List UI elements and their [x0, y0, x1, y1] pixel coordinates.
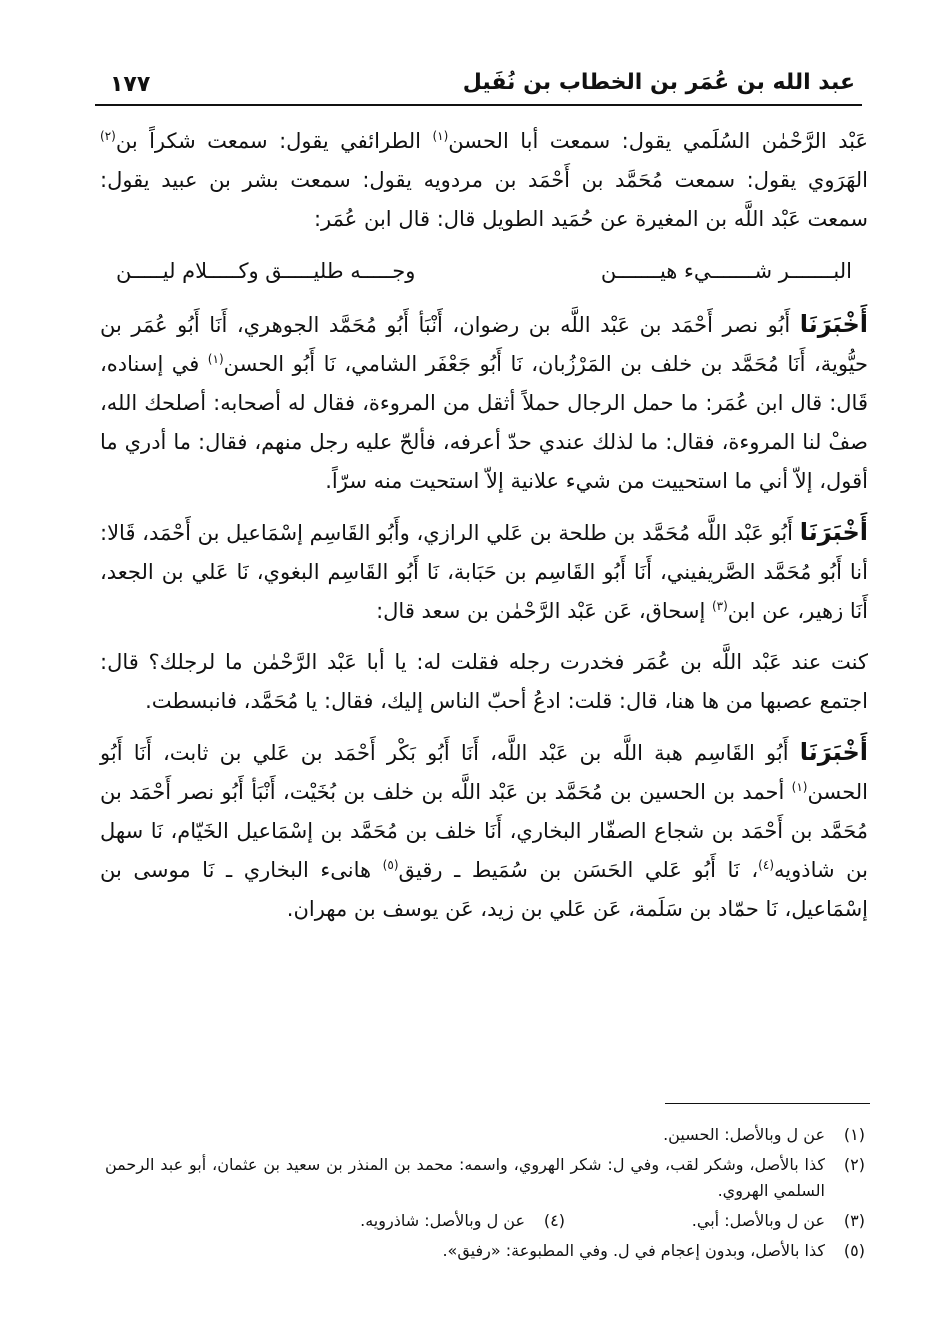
footnote-ref[interactable]: (١)	[791, 780, 808, 794]
footnote-number: (٣)	[843, 1211, 865, 1230]
paragraph-text: أَبُو نصر أَحْمَد بن عَبْد اللَّه بن رضوان، أَنْبَأ أَبُو مُحَمَّد الجوهري، أَنَا أَبُو عُمَر بن حيُّوية، أَنَا مُحَمَّد بن خلف بن المَرْزُبان، نَا أَبُو جَعْفَر الشامي، نَا أَبُو الحسن	[100, 313, 868, 376]
paragraph-text: في إسناده، قَال: قال ابن عُمَر: ما حمل الرجال حملاً أثقل من المروءة، فقال له أصحابه: أصلحك الله، صفْ لنا المروءة، فقال: ما لذلك عندي حدّ أعرفه، فألحّ عليه رجل منهم، فقال: ما أدري ما أقول، إلاّ أني ما استحييت من شيء علانية إلاّ استحيت منه سرّاً.	[100, 352, 868, 493]
footnote-3	[565, 1208, 865, 1234]
footnote-1	[105, 1122, 865, 1148]
footnote-2	[105, 1152, 865, 1204]
poetry-verse	[116, 251, 852, 291]
footnote-ref[interactable]: (١)	[207, 352, 224, 366]
paragraph-text: ، نَا أَبُو عَلي الحَسَن بن سُمَيط ـ رقيق	[398, 858, 759, 882]
main-text	[100, 122, 868, 941]
paragraph-3	[100, 513, 868, 631]
paragraph-2	[100, 305, 868, 501]
paragraph-text: الطرائفي يقول: سمعت شكراً بن	[115, 129, 433, 153]
paragraph-4	[100, 643, 868, 721]
footnotes	[105, 1122, 865, 1268]
verse-second-hemistich: وجـــــه طليـــــق وكـــــلام ليـــــن	[116, 259, 416, 283]
footnote-separator	[665, 1103, 870, 1104]
footnote-ref[interactable]: (٥)	[382, 858, 399, 872]
paragraph-1	[100, 122, 868, 239]
footnote-number: (٥)	[843, 1241, 865, 1260]
running-header	[110, 64, 855, 104]
footnote-number: (١)	[843, 1125, 865, 1144]
paragraph-5	[100, 733, 868, 929]
narration-head: أَخْبَرَنَا	[799, 310, 868, 338]
narration-head: أَخْبَرَنَا	[799, 518, 868, 546]
footnote-text: عن ل وبالأصل: شاذرويه.	[360, 1211, 525, 1230]
footnote-text: عن ل وبالأصل: أبي.	[691, 1211, 825, 1230]
header-rule	[95, 104, 862, 106]
paragraph-text: أَبُو عَبْد اللَّه مُحَمَّد بن طلحة بن عَلي الرازي، وأَبُو القَاسِم إسْمَاعيل بن أَحْمَد، قَالا: أنا أَبُو مُحَمَّد الصَّريفيني، أَنَا أَبُو القَاسِم بن حَبَابة، نَا أَبُو القَاسِم البغوي، نَا عَلي بن الجعد، أَنَا زهير، عن ابن	[100, 521, 868, 623]
footnote-ref[interactable]: (٢)	[100, 129, 116, 143]
page-number: ١٧٧	[110, 72, 151, 97]
footnote-text: كذا بالأصل، وبدون إعجام في ل. وفي المطبوعة: «رفيق».	[442, 1241, 825, 1260]
footnote-text: كذا بالأصل، وشكر لقب، وفي ل: شكر الهروي، واسمه: محمد بن المنذر بن سعيد بن عثمان، أبو عبد الرحمن السلمي الهروي.	[105, 1155, 825, 1200]
paragraph-text: هانىء البخاري ـ نَا موسى بن إسْمَاعيل، نَا حمّاد بن سَلَمة، عَن عَلي بن زيد، عَن يوسف بن مهران.	[100, 858, 868, 921]
footnote-ref[interactable]: (٤)	[758, 858, 774, 872]
footnote-ref[interactable]: (١)	[432, 129, 449, 143]
footnote-text: عن ل وبالأصل: الحسين.	[663, 1125, 825, 1144]
paragraph-text: الهَرَوي يقول: سمعت مُحَمَّد بن أَحْمَد بن مردويه يقول: سمعت بشر بن عبيد يقول: سمعت عَبْد اللَّه بن المغيرة عن حُمَيد الطويل قال: قال ابن عُمَر:	[100, 168, 868, 231]
footnote-5	[105, 1238, 865, 1264]
footnote-row-3-4	[105, 1208, 865, 1234]
verse-first-hemistich: البـــــــر شـــــــيء هيـــــــن	[600, 259, 852, 283]
paragraph-text: إسحاق، عَن عَبْد الرَّحْمٰن بن سعد قال:	[376, 599, 712, 623]
paragraph-text: عَبْد الرَّحْمٰن السُلَمي يقول: سمعت أبا الحسن	[448, 129, 869, 153]
narration-head: أَخْبَرَنَا	[799, 738, 868, 766]
footnote-number: (٢)	[843, 1155, 865, 1174]
paragraph-text: كنت عند عَبْد اللَّه بن عُمَر فخدرت رجله فقلت له: يا أبا عَبْد الرَّحْمٰن ما لرجلك؟ قال: اجتمع عصبها من ها هنا، قال: قلت: ادعُ أحبّ الناس إليك، فقال: يا مُحَمَّد، فانبسطت.	[100, 650, 868, 713]
footnote-ref[interactable]: (٣)	[711, 599, 728, 613]
header-title: عبد الله بن عُمَر بن الخطاب بن نُفَيل	[462, 70, 855, 95]
paragraph-text: أحمد بن الحسين بن مُحَمَّد بن عَبْد اللَّه بن خلف بن بُخَيْت، أَنْبَأ أَبُو نصر أَحْمَد بن مُحَمَّد بن أَحْمَد بن شجاع الصفّار البخاري، أَنَا خلف بن مُحَمَّد بن إسْمَاعيل الخَيّام، نَا سهل بن شاذويه	[100, 780, 868, 882]
footnote-number: (٤)	[543, 1211, 565, 1230]
footnote-4	[265, 1208, 565, 1234]
paragraph-text: أَبُو القَاسِم هبة اللَّه بن عَبْد اللَّه، أَنَا أَبُو بَكْر أَحْمَد بن عَلي بن ثابت، أَنَا أَبُو الحسن	[100, 741, 868, 804]
